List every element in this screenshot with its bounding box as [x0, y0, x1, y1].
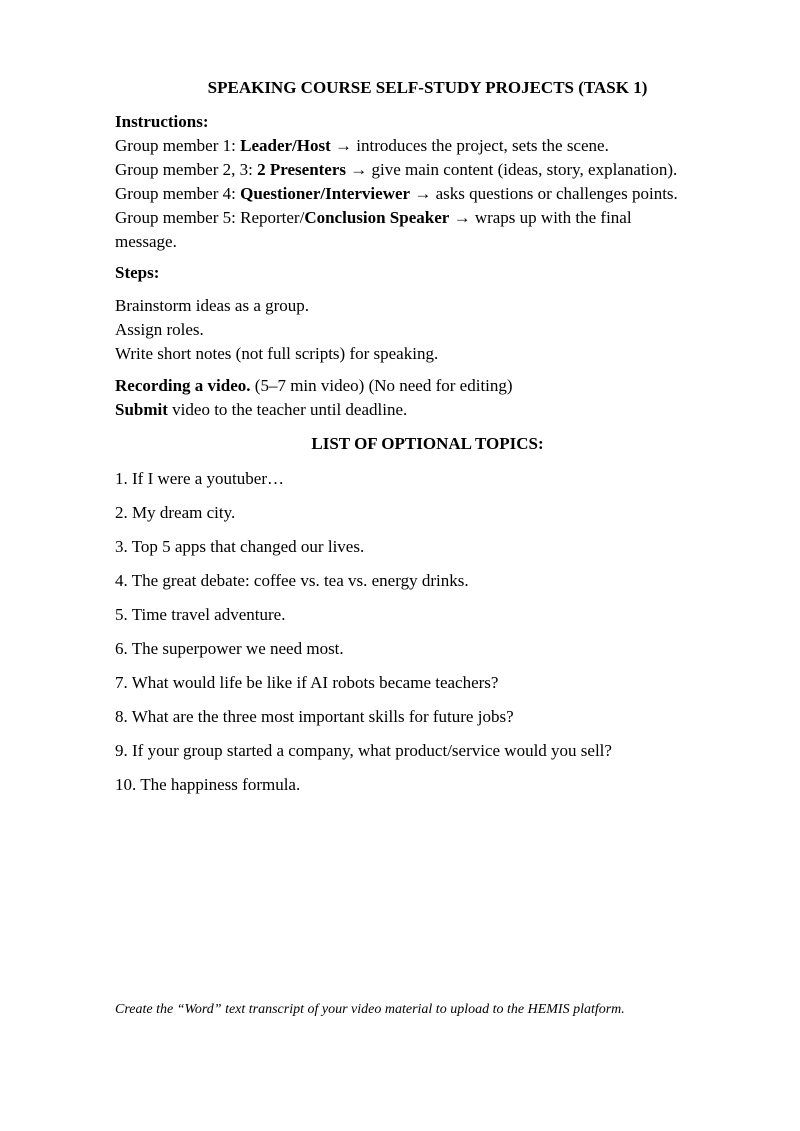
- instruction-prefix: Group member 4:: [115, 184, 241, 203]
- topic-item: 6. The superpower we need most.: [115, 639, 344, 658]
- instructions-section: [115, 110, 755, 254]
- instruction-continuation: message.: [115, 232, 177, 251]
- recording-label: Recording a video.: [115, 376, 251, 395]
- submit-label: Submit: [115, 400, 168, 419]
- topics-list: [115, 467, 755, 807]
- topic-item: 10. The happiness formula.: [115, 775, 301, 794]
- footer-note: Create the “Word” text transcript of your video material to upload to the HEMIS platform.: [115, 1002, 625, 1017]
- step-item: Assign roles.: [115, 320, 204, 339]
- step-item: Write short notes (not full scripts) for speaking.: [115, 344, 439, 363]
- submit-details: video to the teacher until deadline.: [167, 400, 408, 419]
- instruction-prefix: Group member 2, 3:: [115, 160, 258, 179]
- instruction-prefix: Group member 5: Reporter/: [115, 208, 305, 227]
- submit-line: [115, 398, 755, 422]
- steps-list: [115, 294, 755, 366]
- topic-item: 8. What are the three most important skills for future jobs?: [115, 707, 514, 726]
- topic-item: 5. Time travel adventure.: [115, 605, 286, 624]
- page-title: SPEAKING COURSE SELF-STUDY PROJECTS (TASK 1): [207, 78, 648, 97]
- instruction-role: 2 Presenters: [257, 160, 347, 179]
- instruction-role: Conclusion Speaker: [304, 208, 450, 227]
- recording-section: [115, 374, 755, 422]
- topic-item: 2. My dream city.: [115, 503, 236, 522]
- topic-item: 4. The great debate: coffee vs. tea vs. energy drinks.: [115, 571, 469, 590]
- recording-line: [115, 374, 755, 398]
- topic-item: 1. If I were a youtuber…: [115, 469, 284, 488]
- instructions-heading: Instructions:: [115, 112, 209, 131]
- topic-item: 7. What would life be like if AI robots became teachers?: [115, 673, 499, 692]
- instruction-role: Leader/Host: [240, 136, 331, 155]
- instruction-description: → give main content (ideas, story, explanation).: [346, 160, 678, 179]
- instruction-row: [115, 158, 755, 182]
- instruction-row: [115, 182, 755, 206]
- topics-heading: LIST OF OPTIONAL TOPICS:: [311, 434, 544, 453]
- instruction-description: → asks questions or challenges points.: [410, 184, 678, 203]
- instruction-row: [115, 134, 755, 158]
- instruction-prefix: Group member 1:: [115, 136, 241, 155]
- topic-item: 3. Top 5 apps that changed our lives.: [115, 537, 365, 556]
- steps-heading: Steps:: [115, 263, 160, 282]
- instruction-description: → wraps up with the final: [449, 208, 632, 227]
- steps-heading-block: [115, 261, 755, 285]
- instruction-row: [115, 206, 755, 230]
- instruction-description: → introduces the project, sets the scene.: [330, 136, 609, 155]
- step-item: Brainstorm ideas as a group.: [115, 296, 310, 315]
- instruction-role: Questioner/Interviewer: [240, 184, 411, 203]
- recording-details: (5–7 min video) (No need for editing): [250, 376, 513, 395]
- topic-item: 9. If your group started a company, what product/service would you sell?: [115, 741, 612, 760]
